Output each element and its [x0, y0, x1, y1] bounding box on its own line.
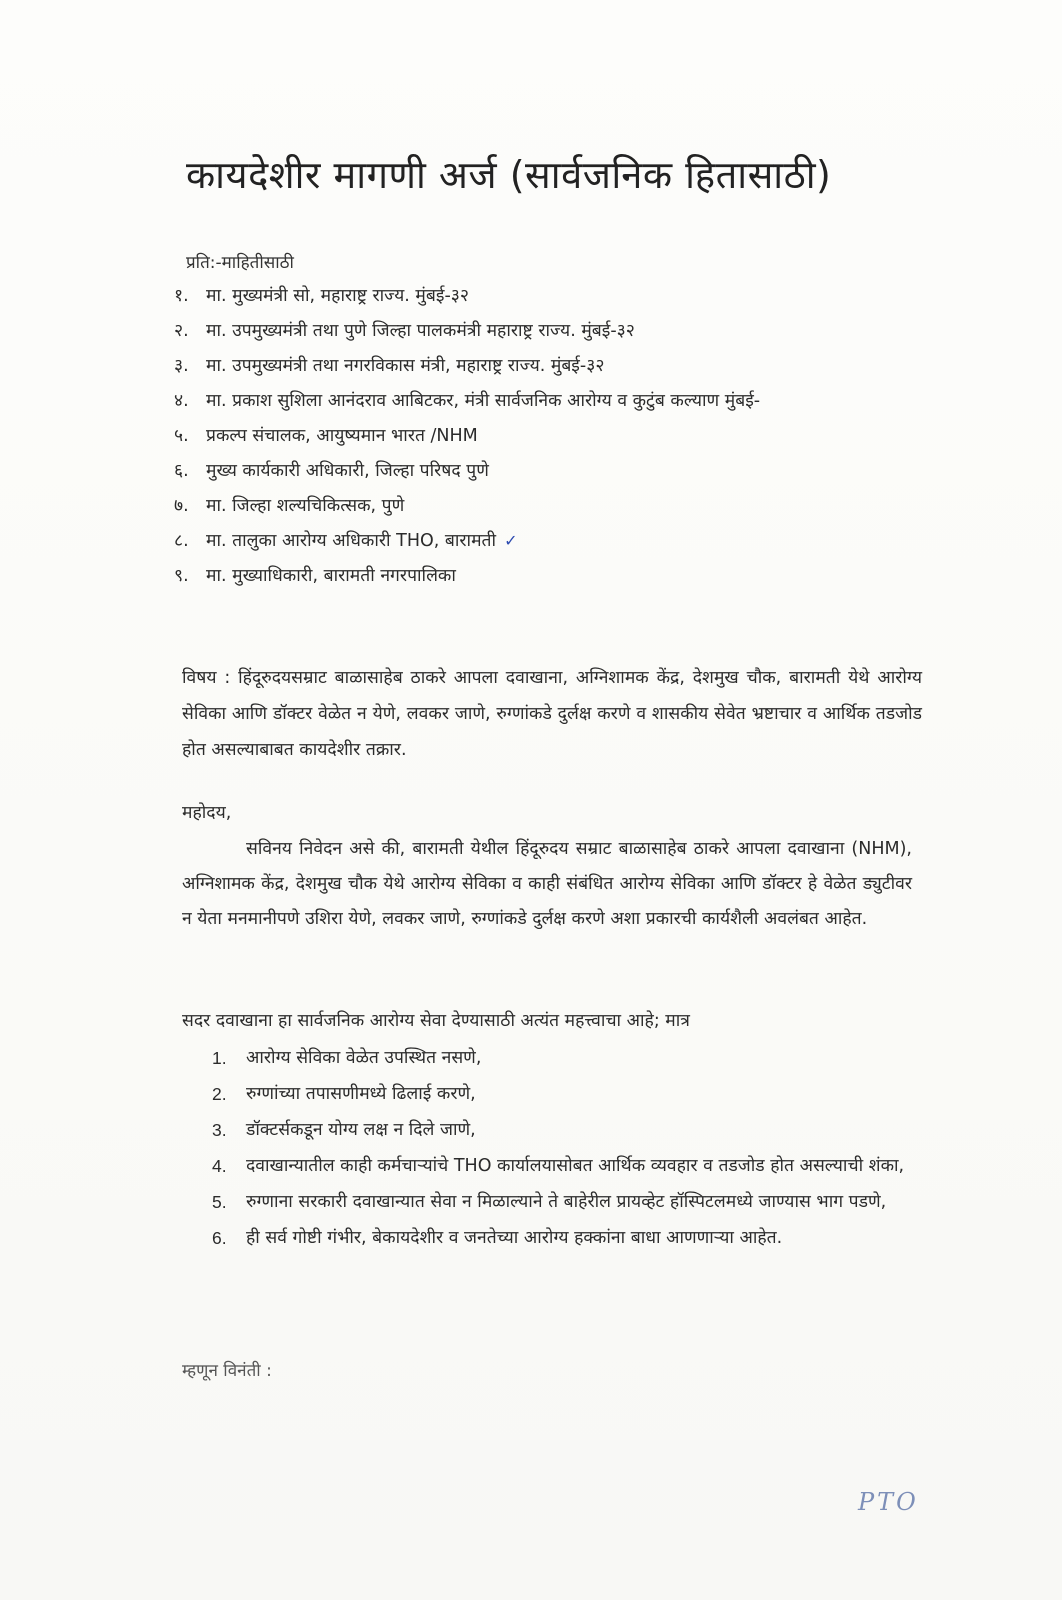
recipients-heading: प्रति:-माहितीसाठी [186, 253, 294, 273]
recipient-number: १. [174, 286, 189, 306]
recipient-item [174, 457, 760, 492]
recipient-item [174, 282, 760, 317]
point-text: आरोग्य सेविका वेळेत उपस्थित नसणे, [246, 1048, 482, 1068]
point-number: 4. [212, 1156, 227, 1176]
recipient-text: मा. प्रकाश सुशिला आनंदराव आबिटकर, मंत्री सार्वजनिक आरोग्य व कुटुंब कल्याण मुंबई- [206, 391, 761, 411]
point-number: 3. [212, 1120, 227, 1140]
recipient-text: प्रकल्प संचालक, आयुष्यमान भारत /NHM [206, 426, 478, 446]
recipient-text: मुख्य कार्यकारी अधिकारी, जिल्हा परिषद पुणे [206, 461, 489, 481]
point-number: 1. [212, 1048, 227, 1068]
recipient-number: ४. [174, 391, 189, 411]
handwritten-pto-note: PTO [858, 1488, 919, 1516]
recipient-text: मा. मुख्याधिकारी, बारामती नगरपालिका [206, 566, 456, 586]
recipient-text: मा. जिल्हा शल्यचिकित्सक, पुणे [206, 496, 405, 516]
recipient-list [174, 282, 760, 597]
recipient-number: ९. [174, 566, 189, 586]
points-intro: सदर दवाखाना हा सार्वजनिक आरोग्य सेवा देण्यासाठी अत्यंत महत्त्वाचा आहे; मात्र [182, 1011, 690, 1031]
recipient-number: ७. [174, 496, 189, 516]
body-paragraph: सविनय निवेदन असे की, बारामती येथील हिंदूरुदय सम्राट बाळासाहेब ठाकरे आपला दवाखाना (NHM), अग्निशामक केंद्र, देशमुख चौक येथे आरोग्य सेविका व काही संबंधित आरोग्य सेविका आणि डॉक्टर हे वेळेत ड्युटीवर न येता मनमानीपणे उशिरा येणे, लवकर जाणे, रुग्णांकडे दुर्लक्ष करणे अशा प्रकारची कार्यशैली अवलंबत आहेत. [182, 839, 912, 929]
recipient-number: २. [174, 321, 189, 341]
complaint-point [212, 1112, 912, 1148]
recipient-item [174, 352, 760, 387]
point-text: दवाखान्यातील काही कर्मचाऱ्यांचे THO कार्यालयासोबत आर्थिक व्यवहार व तडजोड होत असल्याची शंका, [246, 1156, 905, 1176]
recipient-number: ६. [174, 461, 189, 481]
recipient-number: ३. [174, 356, 189, 376]
complaint-point [212, 1076, 912, 1112]
recipient-text: मा. मुख्यमंत्री सो, महाराष्ट्र राज्य. मुंबई-३२ [206, 286, 469, 306]
recipient-text: मा. उपमुख्यमंत्री तथा पुणे जिल्हा पालकमंत्री महाराष्ट्र राज्य. मुंबई-३२ [206, 321, 635, 341]
salutation: महोदय, [182, 803, 232, 823]
point-text: रुग्णाना सरकारी दवाखान्यात सेवा न मिळाल्याने ते बाहेरील प्रायव्हेट हॉस्पिटलमध्ये जाण्यास भाग पडणे, [246, 1192, 887, 1212]
recipient-text: मा. उपमुख्यमंत्री तथा नगरविकास मंत्री, महाराष्ट्र राज्य. मुंबई-३२ [206, 356, 605, 376]
point-text: रुग्णांच्या तपासणीमध्ये ढिलाई करणे, [246, 1084, 476, 1104]
recipient-item [174, 317, 760, 352]
complaint-points-list [212, 1040, 912, 1256]
complaint-point [212, 1040, 912, 1076]
recipient-number: ८. [174, 531, 189, 551]
point-text: डॉक्टर्सकडून योग्य लक्ष न दिले जाणे, [246, 1120, 476, 1140]
subject-line: विषय : हिंदूरुदयसम्राट बाळासाहेब ठाकरे आपला दवाखाना, अग्निशामक केंद्र, देशमुख चौक, बारामती येथे आरोग्य सेविका आणि डॉक्टर वेळेत न येणे, लवकर जाणे, रुग्णांकडे दुर्लक्ष करणे व शासकीय सेवेत भ्रष्टाचार व आर्थिक तडजोड होत असल्याबाबत कायदेशीर तक्रार. [182, 668, 922, 760]
recipient-item [174, 387, 760, 422]
recipient-text: मा. तालुका आरोग्य अधिकारी THO, बारामती [206, 531, 497, 551]
point-number: 5. [212, 1192, 227, 1212]
request-line: म्हणून विनंती : [182, 1361, 272, 1381]
point-number: 6. [212, 1228, 227, 1248]
document-title: कायदेशीर मागणी अर्ज (सार्वजनिक हितासाठी) [186, 153, 832, 197]
recipient-number: ५. [174, 426, 189, 446]
recipient-item [174, 562, 760, 597]
point-text: ही सर्व गोष्टी गंभीर, बेकायदेशीर व जनतेच्या आरोग्य हक्कांना बाधा आणणाऱ्या आहेत. [246, 1228, 783, 1248]
recipient-item [174, 492, 760, 527]
recipient-item [174, 527, 760, 562]
handwritten-tick-icon: ✓ [504, 531, 518, 550]
recipient-item [174, 422, 760, 457]
complaint-point [212, 1184, 912, 1220]
complaint-point [212, 1220, 912, 1256]
point-number: 2. [212, 1084, 227, 1104]
complaint-point [212, 1148, 912, 1184]
